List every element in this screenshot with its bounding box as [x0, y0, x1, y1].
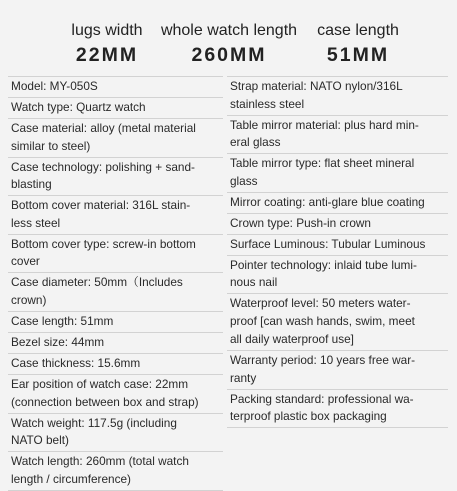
- spec-row-bezel-size: Bezel size: 44mm: [8, 333, 223, 354]
- stat-label: whole watch length: [160, 22, 298, 39]
- spec-row-crown-type: Crown type: Push-in crown: [227, 214, 448, 235]
- spec-row-table-mirror-type: Table mirror type: flat sheet mineral glass: [227, 154, 448, 193]
- spec-row-waterproof-level: Waterproof level: 50 meters water- proof [can wash hands, swim, meet all daily waterproof use]: [227, 294, 448, 351]
- spec-row-strap-material: Strap material: NATO nylon/316L stainless steel: [227, 77, 448, 116]
- stat-value: 260MM: [191, 44, 267, 66]
- spec-row-packing-standard: Packing standard: professional wa- terproof plastic box packaging: [227, 390, 448, 429]
- spec-row-watch-type: Watch type: Quartz watch: [8, 98, 223, 119]
- stat-value: 51MM: [326, 44, 390, 66]
- stat-label: case length: [317, 22, 399, 39]
- spec-row-surface-luminous: Surface Luminous: Tubular Luminous: [227, 235, 448, 256]
- spec-row-watch-weight: Watch weight: 117.5g (including NATO belt): [8, 414, 223, 453]
- spec-row-case-diameter: Case diameter: 50mm（Includes crown): [8, 273, 223, 312]
- stat-label: lugs width: [71, 22, 143, 39]
- spec-row-case-material: Case material: alloy (metal material similar to steel): [8, 119, 223, 158]
- spec-row-pointer-technology: Pointer technology: inlaid tube lumi- nous nail: [227, 256, 448, 295]
- spec-row-model: Model: MY-050S: [8, 77, 223, 98]
- spec-row-case-thickness: Case thickness: 15.6mm: [8, 354, 223, 375]
- spec-row-case-technology: Case technology: polishing + sand- blasting: [8, 158, 223, 197]
- spec-row-case-length: Case length: 51mm: [8, 312, 223, 333]
- spec-row-ear-position: Ear position of watch case: 22mm (connection between box and strap): [8, 375, 223, 414]
- header: [0, 0, 457, 78]
- spec-column-left: [8, 76, 223, 491]
- stat-value: 22MM: [75, 44, 139, 66]
- spec-row-bottom-cover-material: Bottom cover material: 316L stain- less steel: [8, 196, 223, 235]
- spec-row-mirror-coating: Mirror coating: anti-glare blue coating: [227, 193, 448, 214]
- spec-row-warranty-period: Warranty period: 10 years free war- ranty: [227, 351, 448, 390]
- spec-row-bottom-cover-type: Bottom cover type: screw-in bottom cover: [8, 235, 223, 274]
- spec-row-watch-length: Watch length: 260mm (total watch length / circumference): [8, 452, 223, 491]
- spec-row-table-mirror-material: Table mirror material: plus hard min- eral glass: [227, 116, 448, 155]
- spec-column-right: [227, 76, 448, 428]
